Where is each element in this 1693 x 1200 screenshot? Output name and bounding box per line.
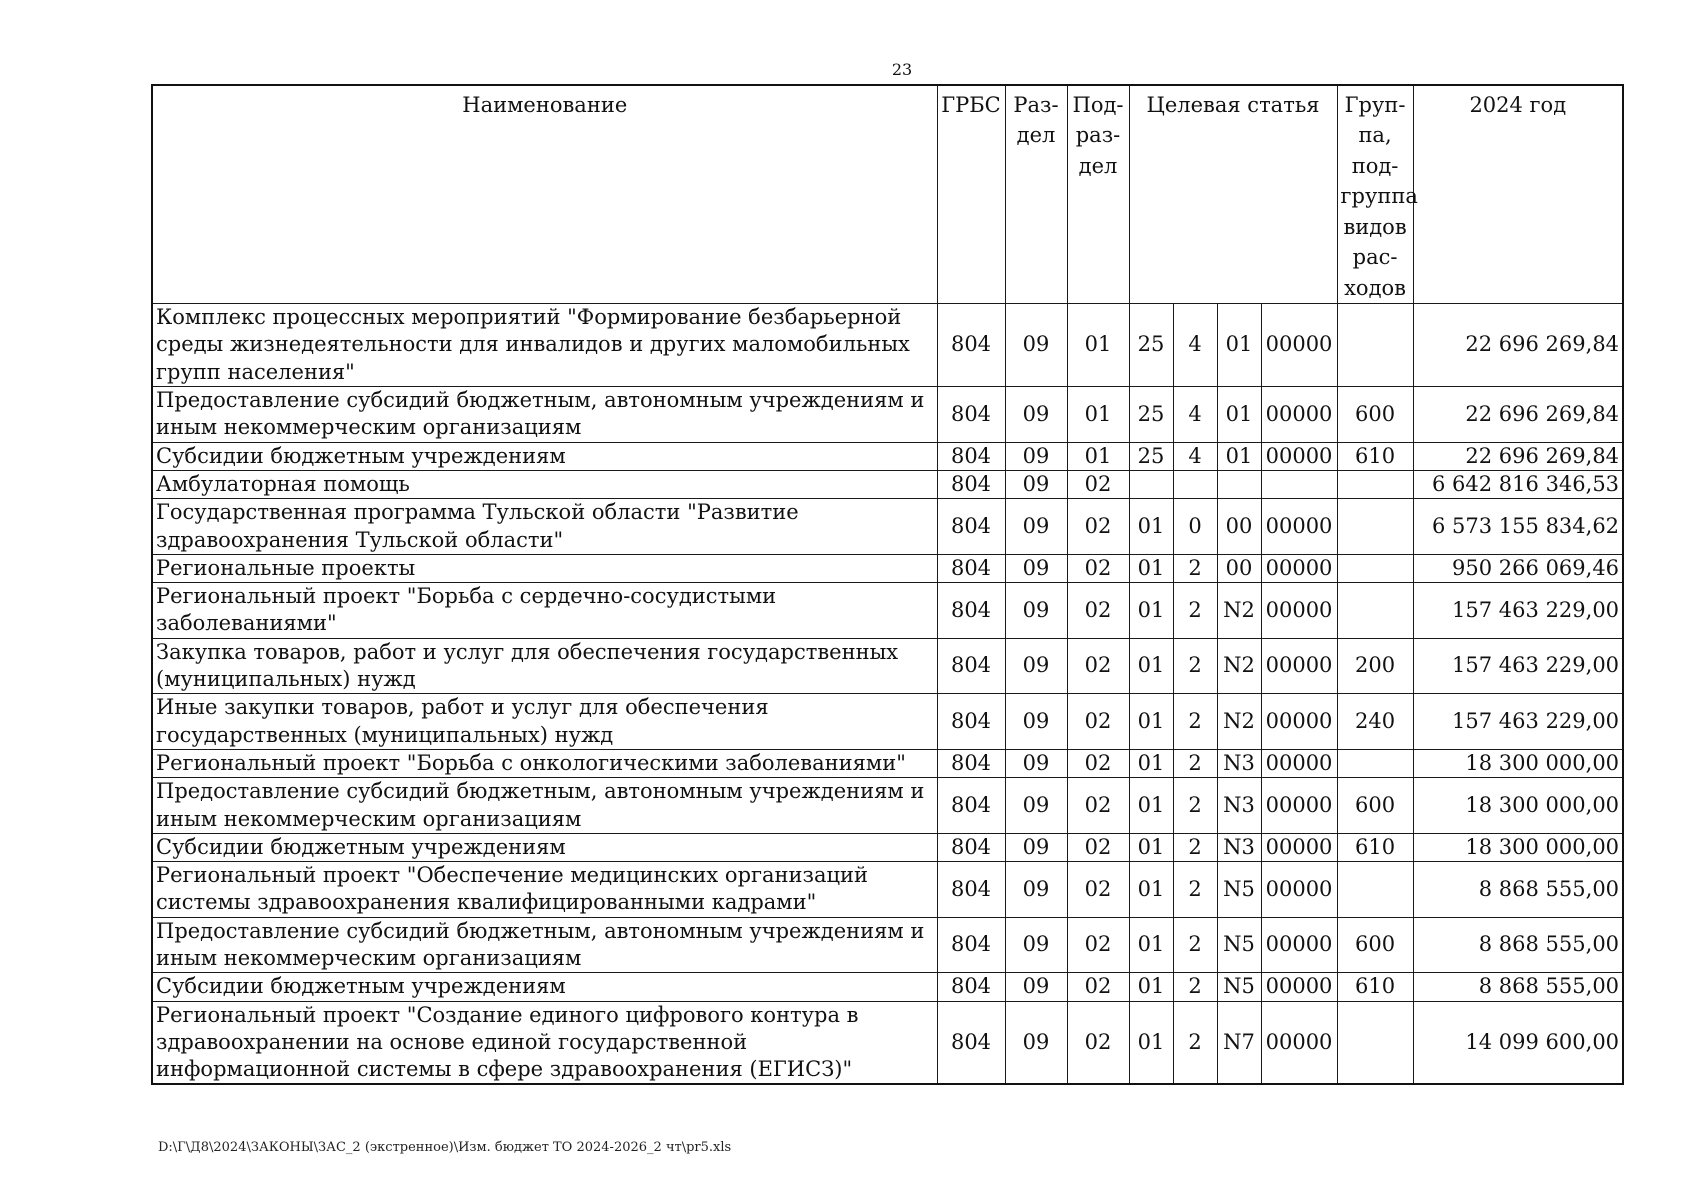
row-podrazdel: 02: [1067, 917, 1129, 973]
row-expense-group: 600: [1337, 778, 1413, 834]
row-target-program: 01: [1129, 694, 1173, 750]
row-expense-group: 600: [1337, 917, 1413, 973]
row-razdel: 09: [1005, 833, 1067, 861]
row-amount-2024: 8 868 555,00: [1413, 862, 1623, 918]
table-row: [152, 442, 1623, 470]
header-grbs: ГРБС: [937, 85, 1005, 304]
row-amount-2024: 18 300 000,00: [1413, 778, 1623, 834]
row-grbs: 804: [937, 638, 1005, 694]
row-podrazdel: 02: [1067, 862, 1129, 918]
row-amount-2024: 6 573 155 834,62: [1413, 499, 1623, 555]
header-expense-group: Груп- па, под- группа видов рас- ходов: [1337, 85, 1413, 304]
table-header-row: [152, 85, 1623, 304]
row-target-structure: 00: [1217, 554, 1261, 582]
row-target-program: 01: [1129, 833, 1173, 861]
row-target-direction: 00000: [1261, 583, 1337, 639]
row-target-program: 01: [1129, 499, 1173, 555]
row-expense-group: 240: [1337, 694, 1413, 750]
row-target-program: 01: [1129, 778, 1173, 834]
row-amount-2024: 22 696 269,84: [1413, 304, 1623, 387]
row-target-program: 01: [1129, 862, 1173, 918]
row-target-structure: N5: [1217, 973, 1261, 1001]
table-row: [152, 583, 1623, 639]
row-target-program: 01: [1129, 1001, 1173, 1084]
row-amount-2024: 157 463 229,00: [1413, 583, 1623, 639]
row-target-type: 2: [1173, 778, 1217, 834]
row-target-structure: N2: [1217, 583, 1261, 639]
page-number: 23: [891, 60, 913, 79]
row-target-type: 2: [1173, 749, 1217, 777]
row-razdel: 09: [1005, 694, 1067, 750]
row-target-direction: 00000: [1261, 973, 1337, 1001]
row-expense-group: [1337, 749, 1413, 777]
row-target-structure: 01: [1217, 304, 1261, 387]
row-grbs: 804: [937, 694, 1005, 750]
row-razdel: 09: [1005, 470, 1067, 498]
row-grbs: 804: [937, 749, 1005, 777]
row-name: Региональные проекты: [152, 554, 937, 582]
row-grbs: 804: [937, 583, 1005, 639]
header-target-article: Целевая статья: [1129, 85, 1337, 304]
row-target-program: 25: [1129, 442, 1173, 470]
row-podrazdel: 02: [1067, 499, 1129, 555]
row-expense-group: 200: [1337, 638, 1413, 694]
row-target-type: 2: [1173, 833, 1217, 861]
row-expense-group: 610: [1337, 833, 1413, 861]
header-razdel: Раз- дел: [1005, 85, 1067, 304]
row-podrazdel: 02: [1067, 749, 1129, 777]
row-target-direction: 00000: [1261, 1001, 1337, 1084]
row-razdel: 09: [1005, 387, 1067, 443]
row-razdel: 09: [1005, 442, 1067, 470]
row-grbs: 804: [937, 442, 1005, 470]
row-target-direction: 00000: [1261, 554, 1337, 582]
row-podrazdel: 02: [1067, 833, 1129, 861]
row-target-type: 2: [1173, 694, 1217, 750]
row-grbs: 804: [937, 304, 1005, 387]
row-expense-group: [1337, 554, 1413, 582]
row-expense-group: [1337, 499, 1413, 555]
row-grbs: 804: [937, 554, 1005, 582]
row-amount-2024: 22 696 269,84: [1413, 387, 1623, 443]
row-target-structure: 01: [1217, 387, 1261, 443]
row-target-structure: N3: [1217, 833, 1261, 861]
table-row: [152, 638, 1623, 694]
row-target-structure: N5: [1217, 917, 1261, 973]
row-target-direction: 00000: [1261, 917, 1337, 973]
row-amount-2024: 157 463 229,00: [1413, 638, 1623, 694]
row-target-direction: 00000: [1261, 387, 1337, 443]
row-target-program: 01: [1129, 917, 1173, 973]
header-name: Наименование: [152, 85, 937, 304]
row-name: Региональный проект "Создание единого цифрового контура в здравоохранении на основе единой государственной информационной системы в сфере здравоохранения (ЕГИСЗ)": [152, 1001, 937, 1084]
header-year-2024: 2024 год: [1413, 85, 1623, 304]
row-grbs: 804: [937, 499, 1005, 555]
table-row: [152, 499, 1623, 555]
row-amount-2024: 18 300 000,00: [1413, 749, 1623, 777]
row-target-type: 2: [1173, 973, 1217, 1001]
table-body: [152, 304, 1623, 1085]
row-target-direction: 00000: [1261, 304, 1337, 387]
row-target-type: 4: [1173, 304, 1217, 387]
row-grbs: 804: [937, 470, 1005, 498]
row-target-structure: N2: [1217, 694, 1261, 750]
row-target-type: 2: [1173, 917, 1217, 973]
row-target-program: 25: [1129, 304, 1173, 387]
row-target-structure: N7: [1217, 1001, 1261, 1084]
row-name: Региональный проект "Борьба с сердечно-сосудистыми заболеваниями": [152, 583, 937, 639]
row-podrazdel: 02: [1067, 694, 1129, 750]
row-target-type: 4: [1173, 387, 1217, 443]
row-expense-group: [1337, 1001, 1413, 1084]
table-row: [152, 917, 1623, 973]
row-target-direction: 00000: [1261, 694, 1337, 750]
row-expense-group: [1337, 304, 1413, 387]
row-razdel: 09: [1005, 778, 1067, 834]
row-target-program: 25: [1129, 387, 1173, 443]
table-row: [152, 304, 1623, 387]
table-row: [152, 694, 1623, 750]
row-grbs: 804: [937, 387, 1005, 443]
row-podrazdel: 02: [1067, 1001, 1129, 1084]
table-row: [152, 554, 1623, 582]
row-amount-2024: 14 099 600,00: [1413, 1001, 1623, 1084]
row-target-direction: 00000: [1261, 749, 1337, 777]
row-target-structure: N5: [1217, 862, 1261, 918]
row-razdel: 09: [1005, 862, 1067, 918]
row-expense-group: [1337, 862, 1413, 918]
row-expense-group: 610: [1337, 973, 1413, 1001]
row-razdel: 09: [1005, 554, 1067, 582]
row-target-direction: 00000: [1261, 638, 1337, 694]
row-razdel: 09: [1005, 973, 1067, 1001]
row-target-type: 2: [1173, 583, 1217, 639]
row-grbs: 804: [937, 778, 1005, 834]
row-podrazdel: 01: [1067, 304, 1129, 387]
row-podrazdel: 01: [1067, 442, 1129, 470]
row-razdel: 09: [1005, 304, 1067, 387]
footer-file-path: D:\Г\Д8\2024\ЗАКОНЫ\ЗАС_2 (экстренное)\Изм. бюджет ТО 2024-2026_2 чт\pr5.xls: [158, 1140, 732, 1155]
row-grbs: 804: [937, 1001, 1005, 1084]
row-target-structure: 00: [1217, 499, 1261, 555]
table-row: [152, 778, 1623, 834]
row-expense-group: 600: [1337, 387, 1413, 443]
row-podrazdel: 02: [1067, 554, 1129, 582]
row-podrazdel: 02: [1067, 470, 1129, 498]
row-razdel: 09: [1005, 749, 1067, 777]
row-name: Субсидии бюджетным учреждениям: [152, 442, 937, 470]
table-row: [152, 833, 1623, 861]
row-name: Амбулаторная помощь: [152, 470, 937, 498]
row-razdel: 09: [1005, 917, 1067, 973]
row-name: Региональный проект "Обеспечение медицинских организаций системы здравоохранения квалифицированными кадрами": [152, 862, 937, 918]
table-row: [152, 1001, 1623, 1084]
row-target-program: 01: [1129, 638, 1173, 694]
row-grbs: 804: [937, 862, 1005, 918]
row-name: Закупка товаров, работ и услуг для обеспечения государственных (муниципальных) нужд: [152, 638, 937, 694]
row-expense-group: [1337, 583, 1413, 639]
row-target-direction: [1261, 470, 1337, 498]
row-amount-2024: 157 463 229,00: [1413, 694, 1623, 750]
row-target-type: 4: [1173, 442, 1217, 470]
row-target-type: 2: [1173, 1001, 1217, 1084]
row-target-direction: 00000: [1261, 862, 1337, 918]
row-target-direction: 00000: [1261, 778, 1337, 834]
row-target-program: 01: [1129, 583, 1173, 639]
row-name: Комплекс процессных мероприятий "Формирование безбарьерной среды жизнедеятельности для инвалидов и других маломобильных групп населения": [152, 304, 937, 387]
row-name: Государственная программа Тульской области "Развитие здравоохранения Тульской области": [152, 499, 937, 555]
row-target-program: 01: [1129, 749, 1173, 777]
row-podrazdel: 01: [1067, 387, 1129, 443]
row-target-type: [1173, 470, 1217, 498]
row-target-type: 2: [1173, 862, 1217, 918]
row-name: Региональный проект "Борьба с онкологическими заболеваниями": [152, 749, 937, 777]
row-target-structure: N3: [1217, 749, 1261, 777]
budget-table-container: [151, 84, 1624, 1085]
row-name: Предоставление субсидий бюджетным, автономным учреждениям и иным некоммерческим организациям: [152, 778, 937, 834]
row-name: Субсидии бюджетным учреждениям: [152, 833, 937, 861]
row-target-structure: N3: [1217, 778, 1261, 834]
budget-table: [151, 84, 1624, 1085]
row-grbs: 804: [937, 973, 1005, 1001]
row-razdel: 09: [1005, 499, 1067, 555]
row-grbs: 804: [937, 833, 1005, 861]
row-podrazdel: 02: [1067, 973, 1129, 1001]
row-amount-2024: 950 266 069,46: [1413, 554, 1623, 582]
row-target-structure: [1217, 470, 1261, 498]
row-target-direction: 00000: [1261, 833, 1337, 861]
row-name: Предоставление субсидий бюджетным, автономным учреждениям и иным некоммерческим организациям: [152, 387, 937, 443]
row-target-type: 0: [1173, 499, 1217, 555]
table-row: [152, 973, 1623, 1001]
row-target-structure: N2: [1217, 638, 1261, 694]
row-target-program: 01: [1129, 973, 1173, 1001]
row-razdel: 09: [1005, 1001, 1067, 1084]
row-name: Иные закупки товаров, работ и услуг для обеспечения государственных (муниципальных) нужд: [152, 694, 937, 750]
table-row: [152, 470, 1623, 498]
table-row: [152, 862, 1623, 918]
table-row: [152, 387, 1623, 443]
row-amount-2024: 6 642 816 346,53: [1413, 470, 1623, 498]
row-target-type: 2: [1173, 554, 1217, 582]
row-podrazdel: 02: [1067, 778, 1129, 834]
row-amount-2024: 22 696 269,84: [1413, 442, 1623, 470]
header-podrazdel: Под- раз- дел: [1067, 85, 1129, 304]
row-name: Субсидии бюджетным учреждениям: [152, 973, 937, 1001]
row-target-direction: 00000: [1261, 499, 1337, 555]
row-amount-2024: 8 868 555,00: [1413, 917, 1623, 973]
row-razdel: 09: [1005, 583, 1067, 639]
row-name: Предоставление субсидий бюджетным, автономным учреждениям и иным некоммерческим организациям: [152, 917, 937, 973]
row-target-program: 01: [1129, 554, 1173, 582]
row-amount-2024: 18 300 000,00: [1413, 833, 1623, 861]
row-expense-group: [1337, 470, 1413, 498]
row-razdel: 09: [1005, 638, 1067, 694]
row-podrazdel: 02: [1067, 638, 1129, 694]
row-expense-group: 610: [1337, 442, 1413, 470]
row-target-type: 2: [1173, 638, 1217, 694]
row-target-direction: 00000: [1261, 442, 1337, 470]
row-target-program: [1129, 470, 1173, 498]
table-row: [152, 749, 1623, 777]
row-amount-2024: 8 868 555,00: [1413, 973, 1623, 1001]
row-target-structure: 01: [1217, 442, 1261, 470]
row-grbs: 804: [937, 917, 1005, 973]
row-podrazdel: 02: [1067, 583, 1129, 639]
